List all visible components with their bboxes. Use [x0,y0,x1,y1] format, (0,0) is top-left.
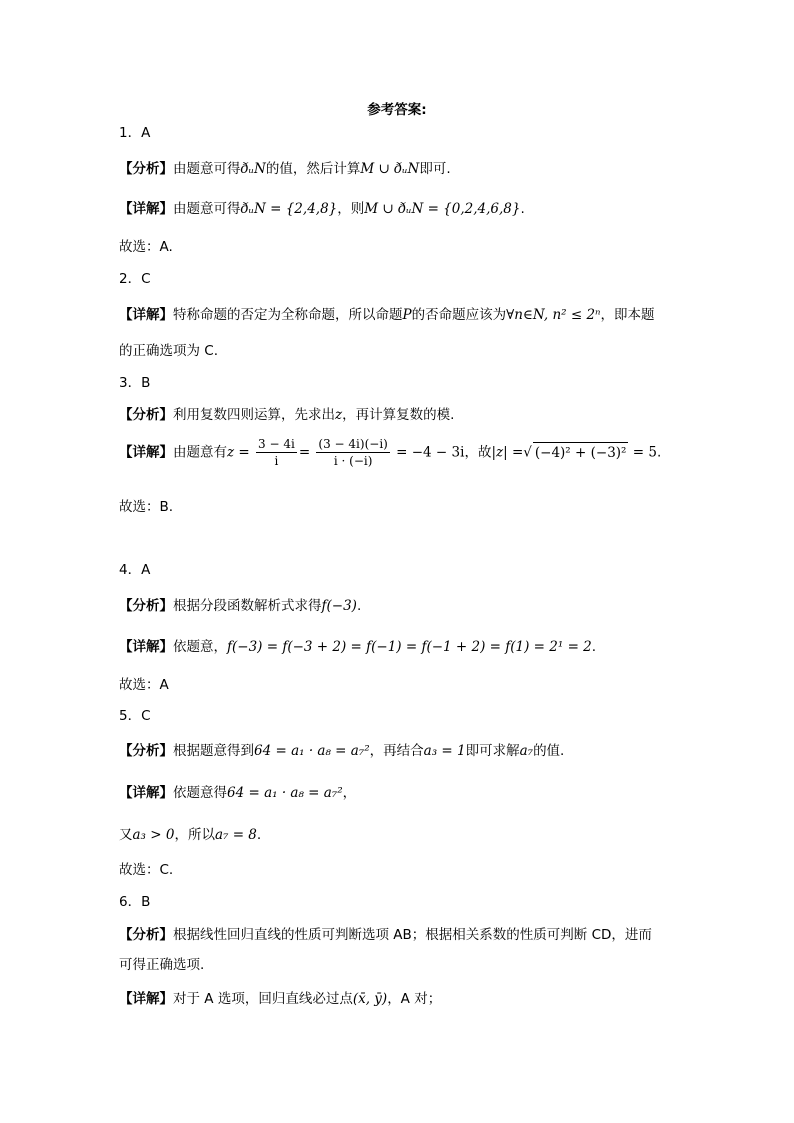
q5-number: 5．C [119,708,151,724]
math-expr: ðᵤN = {2,4,8} [240,201,338,217]
text: . [591,639,597,655]
sqrt-radicand: (−4)² + (−3)² [533,442,629,463]
math-expr: z = [227,444,250,461]
q4-number: 4．A [119,562,151,578]
math-expr: a₃ = 1 [423,743,466,759]
q5-detail-line2 [119,826,261,844]
text: 的否命题应该为 [411,307,507,323]
text: 根据线性回归直线的性质可判断选项 AB；根据相关系数的性质可判断 CD，进而 [173,927,652,943]
text: 依题意， [173,639,227,655]
q3-detail: 【详解】由题意有z = $\frac{3 - 4i}{i}$ = $\frac{(3 - 4i)(-i)}{i \cdot (-i)}$ = −4 − 3i，故|z| =√ (−4)² + (−3)² = 5. [119,437,662,468]
q1-detail [119,200,525,218]
detail-tag: 【详解】 [119,991,173,1007]
q4-detail [119,638,596,656]
detail-tag: 【详解】 [119,307,173,323]
q6-detail [119,990,441,1008]
text: 利用复数四则运算，先求出 [173,407,335,423]
math-expr: = −4 − 3i [396,444,465,461]
q4-choice: 故选：A [119,677,169,693]
math-expr: ðᵤN [240,161,266,177]
text: . [356,598,362,614]
math-expr: |z| = [491,444,524,461]
text: 特称命题的否定为全称命题，所以命题 [173,307,403,323]
text: ， [342,785,357,801]
sqrt-symbol: √ [523,444,532,461]
math-expr: 64 = a₁ · a₈ = a₇² [254,743,370,759]
detail-tag: 【详解】 [119,201,173,217]
math-expr: M ∪ ðᵤN [360,161,420,177]
math-expr: 64 = a₁ · a₈ = a₇² [227,785,343,801]
q4-analysis [119,597,361,615]
fraction [256,436,297,469]
q5-choice: 故选：C. [119,862,174,878]
text: ，再计算复数的模. [342,407,455,423]
math-expr: P [402,307,412,323]
math-expr: = 5 [632,444,657,461]
q1-choice: 故选：A. [119,239,173,255]
text: ，则 [337,201,365,217]
math-expr: ∀n∈N, n² ≤ 2ⁿ [506,307,601,323]
text: 的值. [533,743,565,759]
text: 由题意可得 [173,161,241,177]
text: ，所以 [174,827,215,843]
q6-analysis [119,926,652,944]
text: 根据题意得到 [173,743,254,759]
q3-choice: 故选：B. [119,499,174,515]
math-expr: f(−3) [321,598,357,614]
q5-detail [119,784,356,802]
analysis-tag: 【分析】 [119,743,173,759]
text: . [656,444,662,461]
math-expr: f(−3) = f(−3 + 2) = f(−1) = f(−1 + 2) = f(1) = 2¹ = 2 [227,639,592,655]
fraction-denominator: i [274,454,279,468]
text: ，故 [464,444,492,461]
q1-number: 1．A [119,125,151,141]
text: 又 [119,827,133,843]
detail-tag: 【详解】 [119,785,173,801]
q1-analysis [119,160,451,178]
text: 对于 A 选项，回归直线必过点 [173,991,353,1007]
text: 的值，然后计算 [265,161,361,177]
math-expr: a₇ [519,743,534,759]
math-expr: (x̄, ȳ) [352,991,388,1007]
text: ，再结合 [369,743,424,759]
text: 即可. [419,161,451,177]
math-expr: z [335,407,343,423]
q6-analysis-line2: 可得正确选项. [119,957,205,973]
text: 即可求解 [465,743,520,759]
math-expr: M ∪ ðᵤN = {0,2,4,6,8} [364,201,521,217]
math-expr: a₇ = 8 [214,827,257,843]
analysis-tag: 【分析】 [119,927,173,943]
q2-number: 2．C [119,271,151,287]
fraction-numerator: (3 − 4i)(−i) [318,437,388,451]
q5-analysis [119,742,564,760]
fraction-numerator: 3 − 4i [258,437,295,451]
text: 根据分段函数解析式求得 [173,598,322,614]
fraction [316,436,389,469]
analysis-tag: 【分析】 [119,161,173,177]
text: 依题意得 [173,785,227,801]
q2-detail-line2: 的正确选项为 C. [119,343,219,359]
fraction-denominator: i · (−i) [333,454,373,468]
q3-analysis [119,406,454,424]
analysis-tag: 【分析】 [119,407,173,423]
q6-number: 6．B [119,894,151,910]
analysis-tag: 【分析】 [119,598,173,614]
math-expr: a₃ > 0 [132,827,175,843]
q3-number: 3．B [119,375,151,391]
q2-detail [119,306,655,324]
detail-tag: 【详解】 [119,639,173,655]
text: 由题意有 [173,444,227,461]
text: . [520,201,525,217]
text: 由题意可得 [173,201,241,217]
text: . [256,827,262,843]
text: ，即本题 [600,307,655,323]
page-title: 参考答案: [367,102,427,118]
text: ，A 对； [387,991,442,1007]
detail-tag: 【详解】 [119,444,173,461]
